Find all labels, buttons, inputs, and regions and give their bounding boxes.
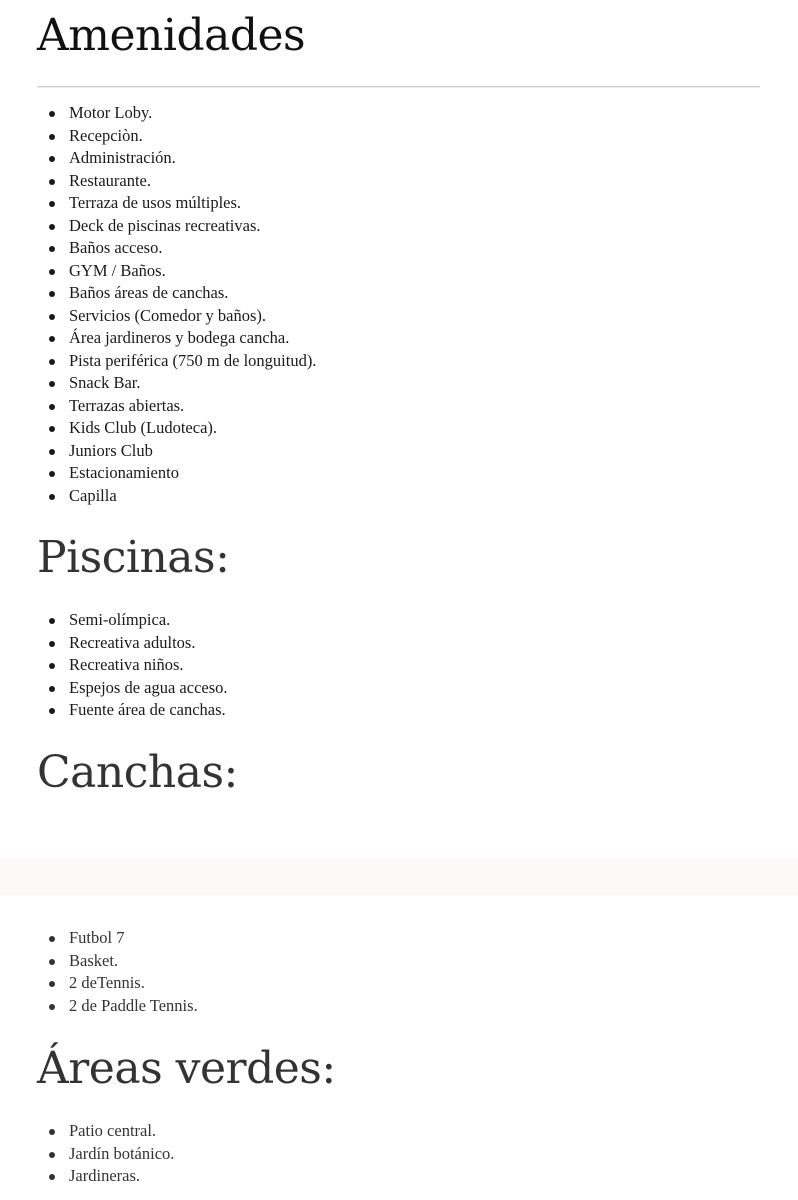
list-item-text: Servicios (Comedor y baños). bbox=[69, 305, 267, 325]
list-item-text: Patio central. bbox=[69, 1121, 157, 1140]
list-item-text: Recreativa niños. bbox=[69, 655, 184, 674]
list-item bbox=[0, 305, 316, 328]
list-item-text: Juniors Club bbox=[69, 440, 153, 460]
list-item-text: 2 deTennis. bbox=[69, 973, 145, 992]
piscinas-list bbox=[0, 609, 228, 722]
list-item-text: Espejos de agua acceso. bbox=[69, 677, 228, 697]
bullet-icon bbox=[49, 959, 55, 965]
list-item bbox=[0, 192, 316, 215]
bullet-icon bbox=[49, 246, 55, 252]
list-item bbox=[0, 260, 316, 283]
list-item bbox=[0, 1165, 174, 1188]
list-item-text: Área jardineros y bodega cancha. bbox=[69, 328, 290, 347]
areas-verdes-list bbox=[0, 1120, 174, 1188]
list-item-text: Fuente área de canchas. bbox=[69, 700, 226, 719]
list-item-text: Jardineras. bbox=[69, 1166, 141, 1185]
bullet-icon bbox=[49, 494, 55, 500]
bullet-icon bbox=[49, 1004, 55, 1010]
list-item-text: Baños áreas de canchas. bbox=[69, 283, 229, 302]
list-item-text: Snack Bar. bbox=[69, 373, 141, 392]
list-item-text: Recepciòn. bbox=[69, 125, 143, 145]
bullet-icon bbox=[49, 111, 55, 117]
heading-divider bbox=[37, 86, 760, 88]
list-item bbox=[0, 462, 316, 485]
bullet-icon bbox=[49, 708, 55, 714]
amenidades-list bbox=[0, 102, 316, 507]
list-item-text: 2 de Paddle Tennis. bbox=[69, 995, 198, 1015]
bullet-icon bbox=[49, 134, 55, 140]
list-item bbox=[0, 654, 228, 677]
list-item-text: Administración. bbox=[69, 148, 176, 167]
bullet-icon bbox=[49, 404, 55, 410]
list-item-text: Capilla bbox=[69, 485, 117, 505]
list-item-text: Jardín botánico. bbox=[69, 1143, 175, 1163]
bullet-icon bbox=[49, 1129, 55, 1135]
list-item bbox=[0, 972, 198, 995]
list-item-text: GYM / Baños. bbox=[69, 260, 166, 280]
list-item bbox=[0, 125, 316, 148]
bullet-icon bbox=[49, 449, 55, 455]
bullet-icon bbox=[49, 336, 55, 342]
list-item bbox=[0, 1120, 174, 1143]
bullet-icon bbox=[49, 224, 55, 230]
canchas-list bbox=[0, 927, 198, 1017]
list-item bbox=[0, 677, 228, 700]
list-item-text: Motor Loby. bbox=[69, 103, 153, 122]
list-item bbox=[0, 699, 228, 722]
list-item bbox=[0, 417, 316, 440]
bullet-icon bbox=[49, 641, 55, 647]
list-item-text: Estacionamiento bbox=[69, 463, 179, 482]
list-item-text: Semi-olímpica. bbox=[69, 610, 171, 629]
bullet-icon bbox=[49, 618, 55, 624]
bullet-icon bbox=[49, 179, 55, 185]
list-item-text: Futbol 7 bbox=[69, 928, 125, 947]
list-item-text: Terrazas abiertas. bbox=[69, 395, 185, 415]
list-item bbox=[0, 147, 316, 170]
screenshot-seam-band bbox=[0, 858, 798, 895]
areas-verdes-heading: Áreas verdes: bbox=[37, 1043, 336, 1094]
bullet-icon bbox=[49, 663, 55, 669]
list-item bbox=[0, 609, 228, 632]
bullet-icon bbox=[49, 314, 55, 320]
list-item-text: Pista periférica (750 m de longuitud). bbox=[69, 350, 317, 370]
list-item-text: Restaurante. bbox=[69, 170, 152, 190]
list-item bbox=[0, 327, 316, 350]
amenidades-heading: Amenidades bbox=[37, 10, 306, 61]
list-item bbox=[0, 440, 316, 463]
list-item-text: Terraza de usos múltiples. bbox=[69, 193, 242, 212]
list-item bbox=[0, 395, 316, 418]
list-item-text: Baños acceso. bbox=[69, 238, 163, 257]
list-item bbox=[0, 170, 316, 193]
list-item-text: Kids Club (Ludoteca). bbox=[69, 418, 218, 437]
canchas-heading: Canchas: bbox=[37, 747, 238, 798]
bullet-icon bbox=[49, 156, 55, 162]
bullet-icon bbox=[49, 381, 55, 387]
list-item bbox=[0, 282, 316, 305]
list-item bbox=[0, 995, 198, 1018]
bullet-icon bbox=[49, 426, 55, 432]
list-item bbox=[0, 485, 316, 508]
list-item-text: Recreativa adultos. bbox=[69, 632, 196, 652]
bullet-icon bbox=[49, 981, 55, 987]
list-item bbox=[0, 215, 316, 238]
list-item bbox=[0, 350, 316, 373]
list-item bbox=[0, 102, 316, 125]
bullet-icon bbox=[49, 359, 55, 365]
bullet-icon bbox=[49, 686, 55, 692]
list-item-text: Basket. bbox=[69, 950, 119, 970]
list-item bbox=[0, 950, 198, 973]
bullet-icon bbox=[49, 291, 55, 297]
list-item bbox=[0, 1143, 174, 1166]
bullet-icon bbox=[49, 471, 55, 477]
list-item bbox=[0, 632, 228, 655]
bullet-icon bbox=[49, 201, 55, 207]
list-item bbox=[0, 372, 316, 395]
list-item bbox=[0, 927, 198, 950]
bullet-icon bbox=[49, 269, 55, 275]
bullet-icon bbox=[49, 936, 55, 942]
list-item bbox=[0, 237, 316, 260]
piscinas-heading: Piscinas: bbox=[37, 532, 230, 583]
bullet-icon bbox=[49, 1152, 55, 1158]
bullet-icon bbox=[49, 1174, 55, 1180]
list-item-text: Deck de piscinas recreativas. bbox=[69, 215, 261, 235]
